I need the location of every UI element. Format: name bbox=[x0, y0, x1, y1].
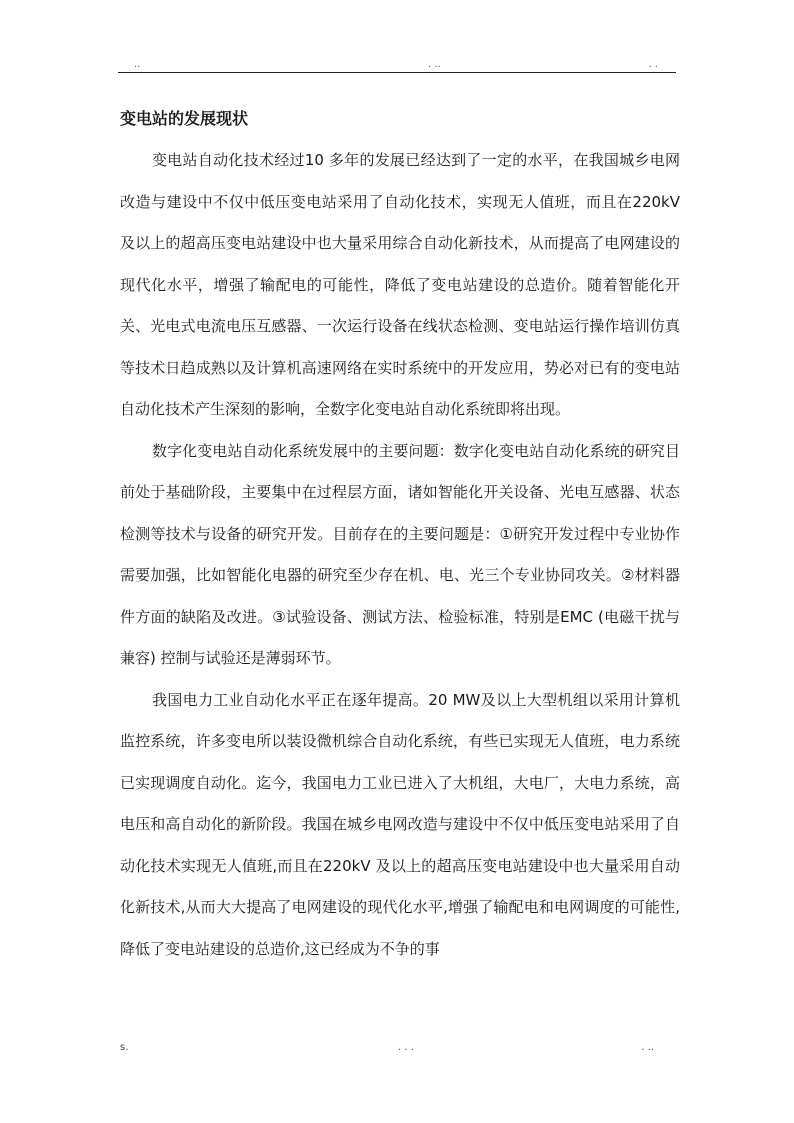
paragraph-3: 我国电力工业自动化水平正在逐年提高。20 MW及以上大型机组以采用计算机监控系统，许多变电所以装设微机综合自动化系统，有些已实现无人值班，电力系统已实现调度自动化。迄今，我国电力工业已进入了大机组，大电厂，大电力系统，高电压和高自动化的新阶段。我国在城乡电网改造与建设中不仅中低压变电站采用了自动化技术实现无人值班,而且在220kV 及以上的超高压变电站建设中也大量采用自动化新技术,从而大大提高了电网建设的现代化水平,增强了输配电和电网调度的可能性,降低了变电站建设的总造价,这已经成为不争的事 bbox=[120, 690, 680, 958]
document-title: 变电站的发展现状 bbox=[120, 109, 249, 128]
footer-right-mark: . .. bbox=[641, 1042, 654, 1053]
header-right-mark: . . bbox=[648, 59, 658, 70]
header-left-mark: .. bbox=[134, 59, 141, 70]
page-header bbox=[118, 56, 676, 73]
footer-left-mark: s. bbox=[120, 1042, 129, 1053]
footer-center-mark: . . . bbox=[398, 1042, 414, 1053]
paragraph-2: 数字化变电站自动化系统发展中的主要问题：数字化变电站自动化系统的研究目前处于基础阶段，主要集中在过程层方面，诸如智能化开关设备、光电互感器、状态检测等技术与设备的研究开发。目前存在的主要问题是：①研究开发过程中专业协作需要加强，比如智能化电器的研究至少存在机、电、光三个专业协同攻关。②材料器件方面的缺陷及改进。③试验设备、测试方法、检验标准，特别是EMC (电磁干扰与兼容) 控制与试验还是薄弱环节。 bbox=[120, 441, 680, 667]
paragraph-1: 变电站自动化技术经过10 多年的发展已经达到了一定的水平，在我国城乡电网改造与建设中不仅中低压变电站采用了自动化技术，实现无人值班，而且在220kV 及以上的超高压变电站建设中也大量采用综合自动化新技术，从而提高了电网建设的现代化水平，增强了输配电的可能性，降低了变电站建设的总造价。随着智能化开关、光电式电流电压互感器、一次运行设备在线状态检测、变电站运行操作培训仿真等技术日趋成熟以及计算机高速网络在实时系统中的开发应用，势必对已有的变电站自动化技术产生深刻的影响，全数字化变电站自动化系统即将出现。 bbox=[120, 151, 680, 418]
page-footer bbox=[118, 1042, 676, 1056]
document-body bbox=[120, 140, 680, 970]
header-center-mark: . .. bbox=[428, 59, 441, 70]
